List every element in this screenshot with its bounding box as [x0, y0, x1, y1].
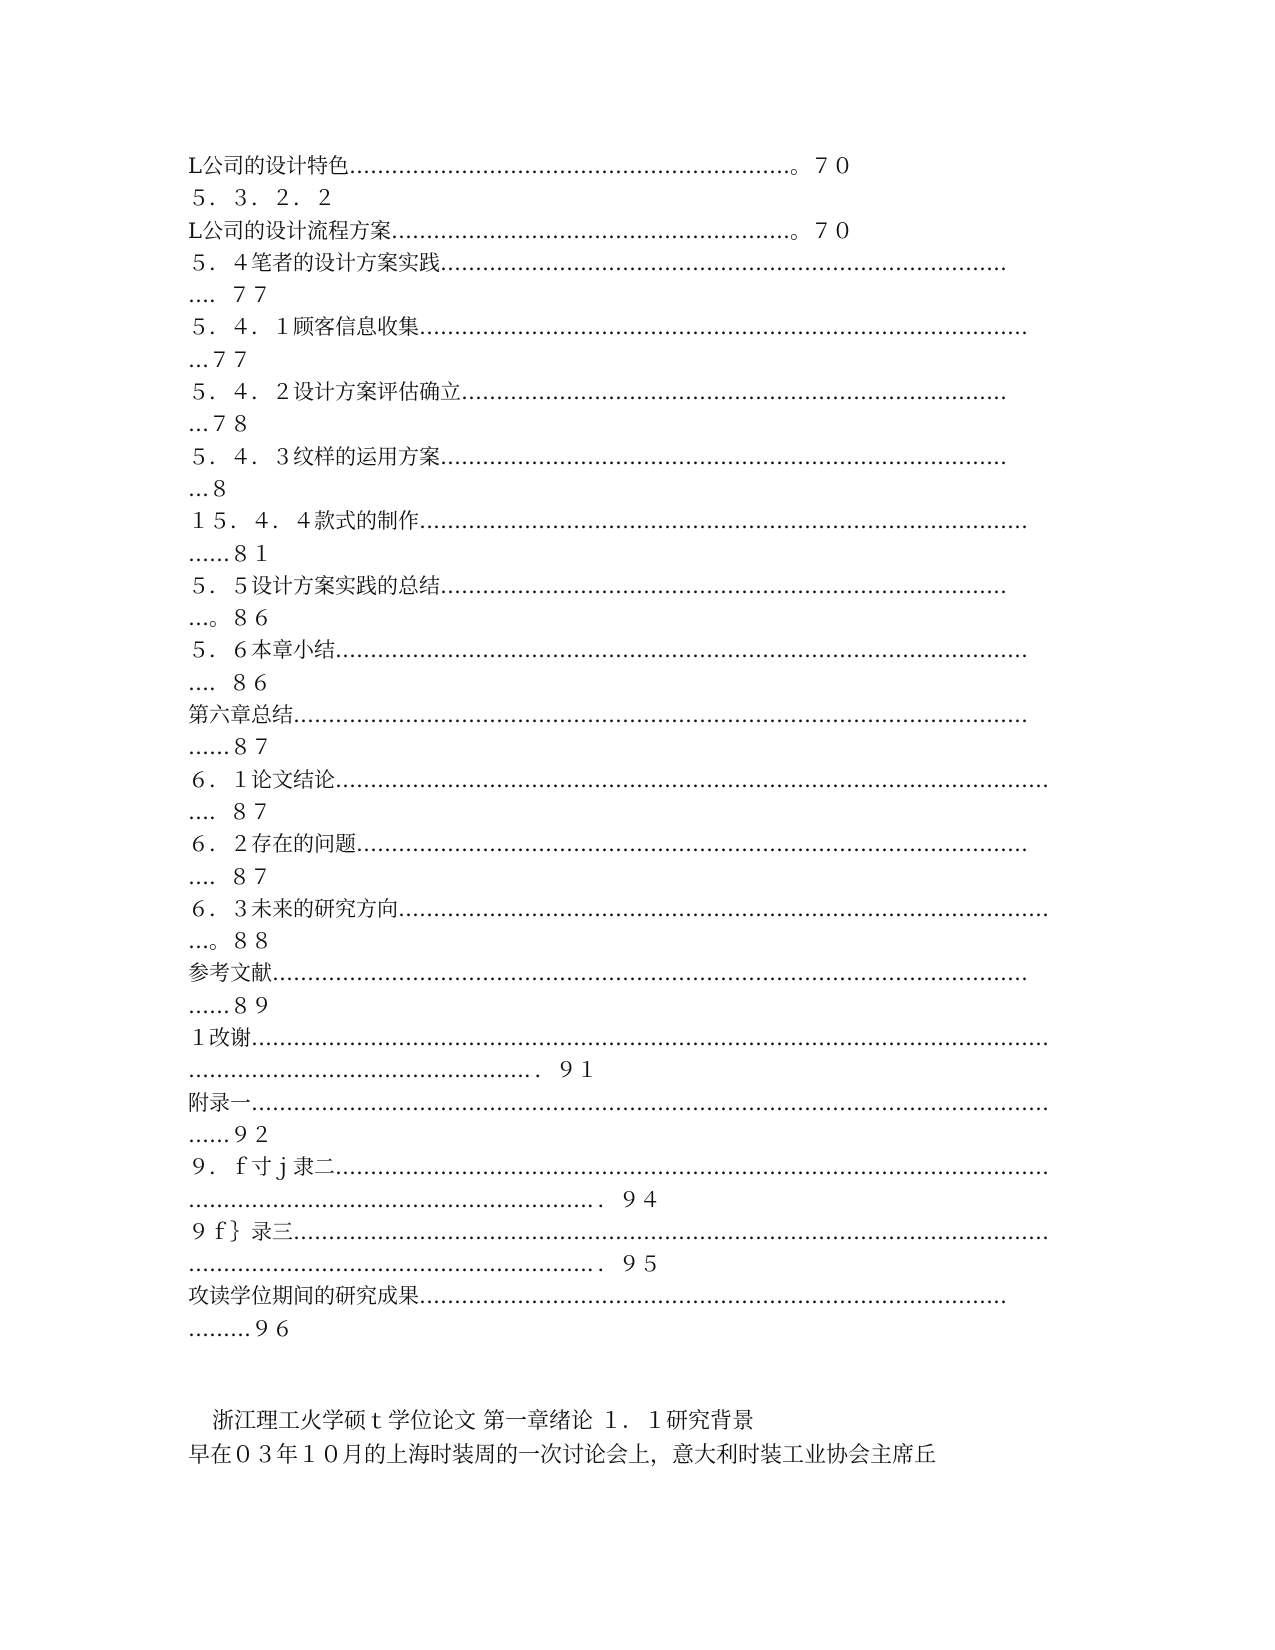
toc-line: ……９２: [188, 1122, 272, 1147]
toc-line: …. ７７: [188, 283, 272, 308]
toc-line: １改谢……………………………………………………………………………………………………: [188, 1026, 1049, 1051]
toc-line: ６．２存在的问题……………………………………………………………………………………: [188, 832, 1028, 857]
toc-line: L公司的设计流程方案…………………………………………………。７０: [188, 218, 853, 243]
toc-line: 攻读学位期间的研究成果…………………………………………………………………………: [188, 1284, 1007, 1309]
toc-line: ５．４．３纹样的运用方案………………………………………………………………………: [188, 444, 1007, 469]
chapter-header-line: 浙江理工火学硕ｔ学位论文 第一章绪论 １．１研究背景: [212, 1409, 754, 1434]
toc-line: ６．３未来的研究方向…………………………………………………………………………………: [188, 896, 1049, 921]
toc-line: ５．４．１顾客信息收集……………………………………………………………………………: [188, 315, 1028, 340]
toc-line: ５．３．２．２: [188, 186, 335, 211]
toc-line: ５．４．２设计方案评估确立……………………………………………………………………: [188, 380, 1007, 405]
toc-line: …. ８７: [188, 799, 272, 824]
toc-line: …………………………………………．．９１: [188, 1058, 598, 1083]
toc-line: …。８６: [188, 606, 272, 631]
toc-line: …………………………………………………．．９５: [188, 1252, 661, 1277]
chapter-one-text: [188, 1405, 1088, 1473]
toc-line: ９ｆ｝录三………………………………………………………………………………………………: [188, 1219, 1049, 1244]
toc-line: ……８７: [188, 735, 272, 760]
toc-line: …. ８６: [188, 670, 272, 695]
toc-line: L公司的设计特色………………………………………………………。７０: [188, 154, 853, 178]
toc-line: ５．４笔者的设计方案实践………………………………………………………………………: [188, 250, 1007, 275]
toc-line: ……８９: [188, 993, 272, 1018]
toc-line: …７７: [188, 347, 251, 372]
toc-line: 附录一……………………………………………………………………………………………………: [188, 1090, 1049, 1115]
toc-line: ６．１论文结论…………………………………………………………………………………………: [188, 767, 1049, 792]
toc-line: ……８１: [188, 541, 272, 566]
toc-line: …. ８７: [188, 864, 272, 889]
toc-line: ５．６本章小结………………………………………………………………………………………: [188, 638, 1028, 663]
toc-line: １５．４．４款式的制作……………………………………………………………………………: [188, 509, 1028, 534]
toc-line: ５．５设计方案实践的总结………………………………………………………………………: [188, 573, 1007, 598]
paragraph-line: 早在０３年１０月的上海时装周的一次讨论会上，意大利时装工业协会主席丘: [188, 1443, 937, 1468]
toc-line: …７８: [188, 412, 251, 437]
toc-line: 第六章总结……………………………………………………………………………………………: [188, 703, 1028, 728]
toc-line: ９．ｆ寸ｊ隶二…………………………………………………………………………………………: [188, 1155, 1049, 1180]
toc-line: …８: [188, 476, 230, 501]
table-of-contents: [188, 150, 1088, 1345]
toc-line: ………９６: [188, 1316, 293, 1341]
toc-line: …………………………………………………．．９４: [188, 1187, 661, 1212]
toc-line: 参考文献………………………………………………………………………………………………: [188, 961, 1028, 986]
toc-line: …。８８: [188, 929, 272, 954]
